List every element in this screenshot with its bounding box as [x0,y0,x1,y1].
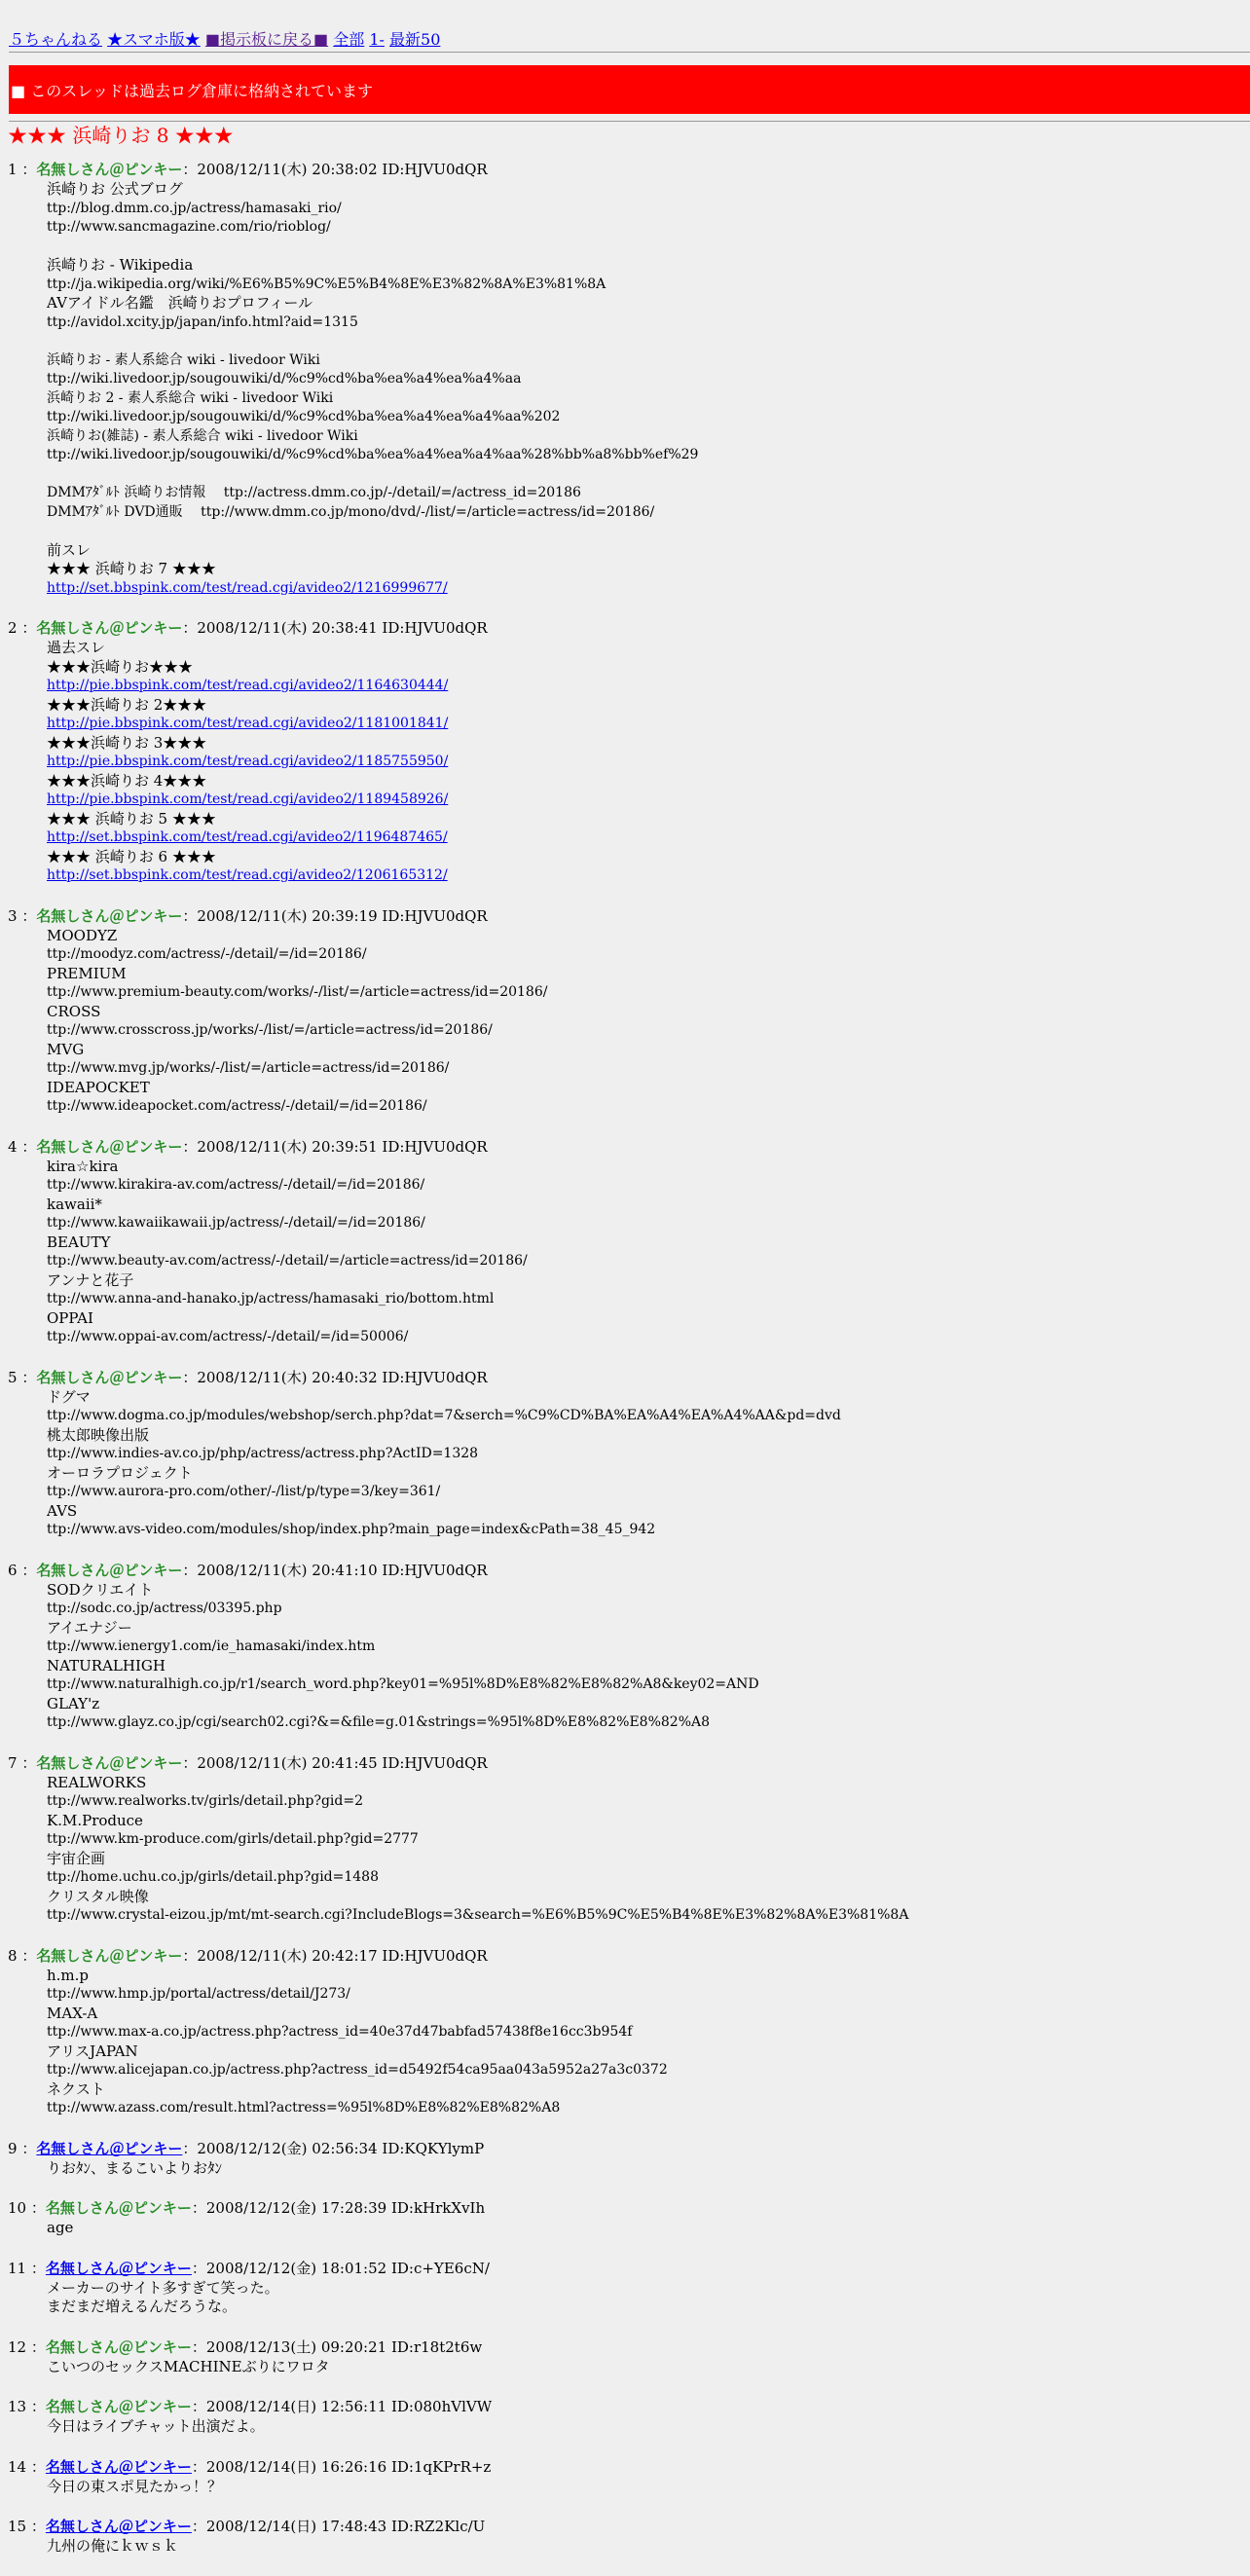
post-line: SODクリエイト [47,1580,154,1599]
top-nav [9,30,440,50]
post-body [47,2279,1234,2317]
post [8,2456,1234,2497]
post-line: ttp://sodc.co.jp/actress/03395.php [47,1601,282,1616]
post-number[interactable]: 10 [8,2199,27,2217]
post-number[interactable]: 15 [8,2518,27,2535]
archived-banner [9,65,1250,114]
post-header: 5 ：名無しさん＠ピンキー：2008/12/11(木) 20:40:32 ID:HJVU0dQR [8,1368,488,1386]
post-link[interactable]: http://pie.bbspink.com/test/read.cgi/avideo2/1164630444/ [47,678,449,693]
post [8,2396,1234,2437]
post [8,2258,1234,2317]
post-line: NATURALHIGH [47,1656,165,1674]
post-header: 7 ：名無しさん＠ピンキー：2008/12/11(木) 20:41:45 ID:HJVU0dQR [8,1753,488,1772]
post-date-id: ：2008/12/11(木) 20:41:10 ID:HJVU0dQR [182,1561,488,1579]
post-link[interactable]: http://set.bbspink.com/test/read.cgi/avideo2/1216999677/ [47,579,448,596]
post-header: 9 ：名無しさん＠ピンキー：2008/12/12(金) 02:56:34 ID:KQKYlymP [8,2139,485,2157]
post-line: 浜崎りお - Wikipedia [47,256,194,274]
post-line: K.M.Produce [47,1811,143,1829]
post [8,2197,1234,2238]
post-header: 8 ：名無しさん＠ピンキー：2008/12/11(木) 20:42:17 ID:HJVU0dQR [8,1946,488,1965]
poster-name: 名無しさん＠ピンキー [45,2199,192,2217]
post-line: 浜崎りお - 素人系総合 wiki - livedoor Wiki [47,351,320,368]
poster-name: 名無しさん＠ピンキー [36,619,183,637]
post-line: ★★★浜崎りお★★★ [47,657,194,676]
post-date-id: ：2008/12/11(木) 20:38:02 ID:HJVU0dQR [182,161,488,178]
post-line: ttp://www.max-a.co.jp/actress.php?actress_id=40e37d47babfad57438f8e16cc3b954f [47,2024,633,2040]
post-line: メーカーのサイト多すぎて笑った。 [47,2278,279,2297]
post-number[interactable]: 7 [8,1753,18,1772]
post-number[interactable]: 6 [8,1561,18,1579]
post-link[interactable]: http://set.bbspink.com/test/read.cgi/avideo2/1196487465/ [47,829,448,845]
post-line [47,238,1234,257]
post-line: 過去スレ [47,639,106,656]
post-number[interactable]: 12 [8,2337,27,2356]
post-line: ttp://www.naturalhigh.co.jp/r1/search_word.php?key01=%95l%8D%E8%82%E8%82%A8&key02=AND [47,1676,759,1692]
post-line: まだまだ増えるんだろうな。 [47,2298,238,2315]
post-header: 2 ：名無しさん＠ピンキー：2008/12/11(木) 20:38:41 ID:HJVU0dQR [8,619,488,637]
post-line: アイエナジー [47,1618,132,1637]
post-number[interactable]: 4 [8,1137,18,1156]
post-link[interactable]: http://pie.bbspink.com/test/read.cgi/avideo2/1189458926/ [47,791,449,807]
post-number[interactable]: 9 [8,2139,18,2157]
post-line: OPPAI [47,1308,93,1327]
post-number[interactable]: 1 [8,161,18,178]
poster-name[interactable]: 名無しさん＠ピンキー [45,2457,192,2476]
thread-posts [8,159,1234,2576]
post [8,2337,1234,2377]
post-body [47,1158,1234,1347]
post-line: アリスJAPAN [47,2042,138,2060]
post-line: ★★★浜崎りお 3★★★ [47,733,207,752]
post-line: ttp://avidol.xcity.jp/japan/info.html?aid=1315 [47,313,358,330]
archived-banner-text: ■ このスレッドは過去ログ倉庫に格納されています [11,81,374,100]
post-header: 14 ：名無しさん＠ピンキー：2008/12/14(日) 16:26:16 ID:1qKPrR+z [8,2457,492,2476]
post-line [47,522,1234,541]
post-line: ★★★ 浜崎りお 7 ★★★ [47,560,216,577]
post-line: 九州の俺にｋｗｓｋ [47,2537,179,2555]
post-line: 桃太郎映像出版 [47,1425,150,1444]
post-link[interactable]: http://pie.bbspink.com/test/read.cgi/avideo2/1185755950/ [47,754,449,769]
post-line: ttp://blog.dmm.co.jp/actress/hamasaki_rio/ [47,200,342,216]
post-line: ttp://home.uchu.co.jp/girls/detail.php?gid=1488 [47,1869,379,1885]
post-line: kira☆kira [47,1157,119,1175]
post-body [47,2417,1234,2437]
post-line: ttp://www.crystal-eizou.jp/mt/mt-search.cgi?IncludeBlogs=3&search=%E6%B5%9C%E5%B4%8E%E3%82%8A%E3%81%8A [47,1907,909,1923]
post-line: ttp://www.crosscross.jp/works/-/list/=/article=actress/id=20186/ [47,1022,493,1038]
post-line: ttp://www.avs-video.com/modules/shop/index.php?main_page=index&cPath=38_45_942 [47,1522,656,1537]
post-date-id: ：2008/12/11(木) 20:41:45 ID:HJVU0dQR [182,1753,488,1772]
post-line: ttp://www.kawaiikawaii.jp/actress/-/detail/=/id=20186/ [47,1215,425,1231]
latest-50-link[interactable]: 最新50 [389,30,441,49]
post-line: ttp://www.hmp.jp/portal/actress/detail/J273/ [47,1986,350,2002]
post-line: ★★★浜崎りお 4★★★ [47,771,207,790]
poster-name[interactable]: 名無しさん＠ピンキー [45,2518,192,2535]
post-header: 15 ：名無しさん＠ピンキー：2008/12/14(日) 17:48:43 ID:RZ2Klc/U [8,2518,486,2535]
post-number[interactable]: 13 [8,2398,27,2415]
post-link[interactable]: http://set.bbspink.com/test/read.cgi/avideo2/1206165312/ [47,867,448,883]
post-line: こいつのセックスMACHINEぶりにワロタ [47,2357,330,2375]
post [8,617,1234,886]
post [8,1367,1234,1540]
poster-name: 名無しさん＠ピンキー [36,1753,183,1772]
post-line: AVS [47,1501,78,1520]
post-line: 浜崎りお 公式ブログ [47,180,183,198]
poster-name: 名無しさん＠ピンキー [36,161,183,178]
poster-name: 名無しさん＠ピンキー [36,1946,183,1965]
post-body [47,2159,1234,2179]
post-line: DMMｱﾀﾞﾙﾄ 浜崎りお情報 ttp://actress.dmm.co.jp/-/detail/=/actress_id=20186 [47,485,581,500]
post-header: 3 ：名無しさん＠ピンキー：2008/12/11(木) 20:39:19 ID:HJVU0dQR [8,906,488,925]
all-posts-link[interactable]: 全部 [333,30,365,49]
post-line: ttp://wiki.livedoor.jp/sougouwiki/d/%c9%cd%ba%ea%a4%ea%a4%aa%28%bb%a8%bb%ef%29 [47,447,699,462]
poster-name: 名無しさん＠ピンキー [45,2398,192,2415]
post-line: ttp://www.alicejapan.co.jp/actress.php?actress_id=d5492f54ca95aa043a5952a27a3c0372 [47,2062,668,2078]
post-line: ttp://www.mvg.jp/works/-/list/=/article=actress/id=20186/ [47,1060,450,1076]
post-line: ttp://wiki.livedoor.jp/sougouwiki/d/%c9%cd%ba%ea%a4%ea%a4%aa%202 [47,409,561,424]
post-line: ★★★ 浜崎りお 6 ★★★ [47,847,216,865]
post [8,1945,1234,2118]
post-line: ttp://www.azass.com/result.html?actress=%95l%8D%E8%82%E8%82%A8 [47,2100,561,2116]
post-line: ttp://wiki.livedoor.jp/sougouwiki/d/%c9%cd%ba%ea%a4%ea%a4%aa [47,371,522,386]
post [8,1560,1234,1733]
post-line: ttp://www.dogma.co.jp/modules/webshop/serch.php?dat=7&serch=%C9%CD%BA%EA%A4%EA%A4%AA&pd=dvd [47,1408,841,1423]
post-line: 今日の東スポ見たかっ！？ [47,2477,223,2495]
thread-title: ★★★ 浜崎りお 8 ★★★ [8,124,234,147]
post-line: ttp://www.kirakira-av.com/actress/-/detail/=/id=20186/ [47,1177,425,1193]
board-link[interactable]: ５ちゃんねる [9,30,103,49]
post-line: ttp://www.glayz.co.jp/cgi/search02.cgi?&=&file=g.01&strings=%95l%8D%E8%82%E8%82%A8 [47,1714,711,1730]
post-line: ttp://www.ienergy1.com/ie_hamasaki/index.htm [47,1638,376,1654]
post-body [47,2478,1234,2497]
post-line: REALWORKS [47,1773,147,1791]
post-line [47,465,1234,485]
post-line: AVアイドル名鑑 浜崎りおプロフィール [47,294,313,312]
post-body [47,2219,1234,2238]
post-line: 前スレ [47,540,92,559]
post-line: h.m.p [47,1966,90,1984]
post-line [47,332,1234,351]
post-date-id: ：2008/12/14(日) 12:56:11 ID:080hVlVW [191,2398,493,2415]
post-date-id: ：2008/12/11(木) 20:42:17 ID:HJVU0dQR [182,1946,488,1965]
post-link[interactable]: http://pie.bbspink.com/test/read.cgi/avideo2/1181001841/ [47,716,449,731]
post-line: ttp://www.beauty-av.com/actress/-/detail/=/article=actress/id=20186/ [47,1253,528,1269]
post-line: MVG [47,1040,85,1058]
poster-name: 名無しさん＠ピンキー [36,1137,183,1156]
post-line: PREMIUM [47,964,127,982]
post-date-id: ：2008/12/12(金) 02:56:34 ID:KQKYlymP [182,2139,485,2157]
post [8,2138,1234,2179]
post-number[interactable]: 14 [8,2457,27,2476]
post-line: 浜崎りお(雑誌) - 素人系総合 wiki - livedoor Wiki [47,427,358,444]
back-to-board-link[interactable]: ■掲示板に戻る■ [204,30,329,49]
post-line: オーロラプロジェクト [47,1463,193,1482]
smartphone-link[interactable]: ★スマホ版★ [107,30,201,49]
post [8,2516,1234,2557]
post-line: 今日はライブチャット出演だよ。 [47,2417,265,2435]
post-body [47,180,1234,598]
poster-name[interactable]: 名無しさん＠ピンキー [36,2139,183,2157]
post-header: 11 ：名無しさん＠ピンキー：2008/12/12(金) 18:01:52 ID:c+YE6cN/ [8,2259,490,2277]
post-body [47,1581,1234,1733]
post-header: 12 ：名無しさん＠ピンキー：2008/12/13(土) 09:20:21 ID:r18t2t6w [8,2337,483,2356]
post-number[interactable]: 3 [8,906,18,925]
post-line: GLAY'z [47,1694,100,1712]
post-line: MAX-A [47,2004,98,2022]
post-date-id: ：2008/12/11(木) 20:39:19 ID:HJVU0dQR [182,906,488,925]
poster-name: 名無しさん＠ピンキー [36,906,183,925]
post-line: ttp://www.anna-and-hanako.jp/actress/hamasaki_rio/bottom.html [47,1291,495,1306]
post [8,1136,1234,1347]
post-line: ttp://www.realworks.tv/girls/detail.php?gid=2 [47,1793,364,1809]
post-number[interactable]: 5 [8,1368,18,1386]
post-line: 浜崎りお 2 - 素人系総合 wiki - livedoor Wiki [47,389,334,406]
post-line: ttp://www.oppai-av.com/actress/-/detail/=/id=50006/ [47,1329,409,1344]
post-date-id: ：2008/12/11(木) 20:40:32 ID:HJVU0dQR [182,1368,488,1386]
post-line: ★★★ 浜崎りお 5 ★★★ [47,809,216,828]
post-line: MOODYZ [47,926,118,944]
post-number[interactable]: 8 [8,1946,18,1965]
post-line: DMMｱﾀﾞﾙﾄ DVD通販 ttp://www.dmm.co.jp/mono/dvd/-/list/=/article=actress/id=20186/ [47,503,655,520]
post-date-id: ：2008/12/11(木) 20:39:51 ID:HJVU0dQR [182,1137,488,1156]
post-number[interactable]: 11 [8,2259,27,2277]
post [8,159,1234,598]
post-line: りおﾀﾝ、まるこいよりおﾀﾝ [47,2158,223,2177]
post-body [47,2537,1234,2557]
post-line: ttp://www.aurora-pro.com/other/-/list/p/type=3/key=361/ [47,1484,441,1499]
post-line: ttp://www.sancmagazine.com/rio/rioblog/ [47,219,331,235]
post-line: IDEAPOCKET [47,1078,150,1096]
poster-name[interactable]: 名無しさん＠ピンキー [45,2259,192,2277]
post-body [47,1967,1234,2118]
post-body [47,2358,1234,2377]
post-line: 宇宙企画 [47,1849,106,1867]
post-line: ttp://www.km-produce.com/girls/detail.php?gid=2777 [47,1831,419,1847]
post-date-id: ：2008/12/12(金) 17:28:39 ID:kHrkXvIh [191,2199,486,2217]
post-line: アンナと花子 [47,1270,134,1289]
post-header: 6 ：名無しさん＠ピンキー：2008/12/11(木) 20:41:10 ID:HJVU0dQR [8,1561,488,1579]
post-line: ネクスト [47,2079,105,2098]
top-divider [9,52,1250,53]
post-line: age [47,2219,74,2236]
post-line: ttp://www.ideapocket.com/actress/-/detail/=/id=20186/ [47,1098,427,1114]
post-date-id: ：2008/12/13(土) 09:20:21 ID:r18t2t6w [191,2337,483,2356]
banner-divider [9,121,1250,122]
post-line: ttp://www.premium-beauty.com/works/-/list/=/article=actress/id=20186/ [47,984,548,1000]
post-line: クリスタル映像 [47,1887,149,1905]
post-date-id: ：2008/12/14(日) 17:48:43 ID:RZ2Klc/U [191,2518,486,2535]
post-line: ★★★浜崎りお 2★★★ [47,695,207,714]
post-body [47,1388,1234,1540]
post-date-id: ：2008/12/14(日) 16:26:16 ID:1qKPrR+z [191,2457,492,2476]
post-date-id: ：2008/12/11(木) 20:38:41 ID:HJVU0dQR [182,619,488,637]
post-line: ドグマ [47,1387,91,1406]
post-date-id: ：2008/12/12(金) 18:01:52 ID:c+YE6cN/ [191,2259,490,2277]
post-header: 13 ：名無しさん＠ピンキー：2008/12/14(日) 12:56:11 ID:080hVlVW [8,2398,493,2415]
post-body [47,927,1234,1117]
post-body [47,639,1234,886]
post [8,905,1234,1117]
post-number[interactable]: 2 [8,619,18,637]
poster-name: 名無しさん＠ピンキー [36,1561,183,1579]
post [8,1752,1234,1926]
post-line: CROSS [47,1002,101,1020]
post-line: ttp://www.indies-av.co.jp/php/actress/actress.php?ActID=1328 [47,1446,479,1461]
post-line: ttp://ja.wikipedia.org/wiki/%E6%B5%9C%E5%B4%8E%E3%82%8A%E3%81%8A [47,276,607,292]
post-body [47,1774,1234,1926]
post-line: BEAUTY [47,1233,111,1251]
post-line: kawaii* [47,1195,102,1213]
post-line: ttp://moodyz.com/actress/-/detail/=/id=20186/ [47,946,367,962]
first-posts-link[interactable]: 1- [369,30,385,49]
post-header: 10 ：名無しさん＠ピンキー：2008/12/12(金) 17:28:39 ID:kHrkXvIh [8,2199,486,2217]
poster-name: 名無しさん＠ピンキー [36,1368,183,1386]
post-header: 1 ：名無しさん＠ピンキー：2008/12/11(木) 20:38:02 ID:HJVU0dQR [8,161,488,178]
post-header: 4 ：名無しさん＠ピンキー：2008/12/11(木) 20:39:51 ID:HJVU0dQR [8,1137,488,1156]
poster-name: 名無しさん＠ピンキー [45,2337,192,2356]
